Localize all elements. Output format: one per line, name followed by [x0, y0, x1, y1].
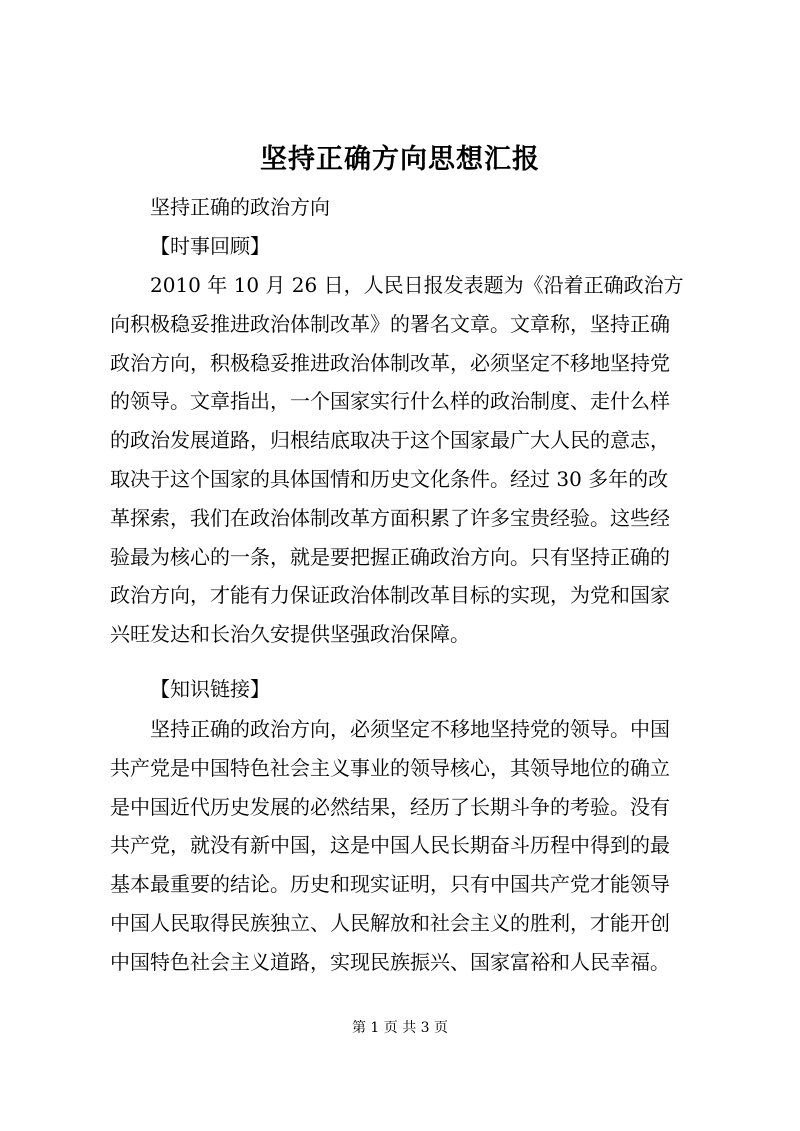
paragraph-line: 取决于这个国家的具体国情和历史文化条件。经过 30 多年的改: [110, 466, 669, 491]
section-heading-knowledge-link: 【知识链接】: [150, 677, 270, 701]
paragraph-line: 革探索，我们在政治体制改革方面积累了许多宝贵经验。这些经: [110, 505, 670, 530]
paragraph-line: 共产党是中国特色社会主义事业的领导核心，其领导地位的确立: [110, 755, 670, 780]
paragraph-line: 中国人民取得民族独立、人民解放和社会主义的胜利，才能开创: [110, 910, 670, 935]
paragraph-current-affairs: [110, 266, 710, 654]
paragraph-line: 兴旺发达和长治久安提供坚强政治保障。: [110, 622, 470, 647]
page-footer: 第 1 页 共 3 页: [351, 1020, 449, 1036]
paragraph-line: 2010 年 10 月 26 日，人民日报发表题为《沿着正确政治方: [150, 273, 684, 297]
paragraph-line: 的领导。文章指出，一个国家实行什么样的政治制度、走什么样: [110, 389, 670, 414]
paragraph-line: 的政治发展道路，归根结底取决于这个国家最广大人民的意志，: [110, 428, 670, 453]
paragraph-line: 验最为核心的一条，就是要把握正确政治方向。只有坚持正确的: [110, 544, 670, 569]
paragraph-knowledge-link: [110, 710, 710, 982]
paragraph-line: 是中国近代历史发展的必然结果，经历了长期斗争的考验。没有: [110, 794, 670, 819]
paragraph-line: 中国特色社会主义道路，实现民族振兴、国家富裕和人民幸福。: [110, 949, 670, 974]
section-heading-current-affairs: 【时事回顾】: [150, 234, 270, 258]
document-subtitle: 坚持正确的政治方向: [150, 195, 330, 219]
paragraph-line: 政治方向，积极稳妥推进政治体制改革，必须坚定不移地坚持党: [110, 350, 670, 375]
paragraph-line: 共产党，就没有新中国，这是中国人民长期奋斗历程中得到的最: [110, 833, 670, 858]
document-title: 坚持正确方向思想汇报: [260, 144, 540, 175]
paragraph-line: 坚持正确的政治方向，必须坚定不移地坚持党的领导。中国: [150, 717, 670, 741]
paragraph-line: 向积极稳妥推进政治体制改革》的署名文章。文章称，坚持正确: [110, 311, 670, 336]
paragraph-line: 政治方向，才能有力保证政治体制改革目标的实现，为党和国家: [110, 583, 670, 608]
paragraph-line: 基本最重要的结论。历史和现实证明，只有中国共产党才能领导: [110, 872, 670, 897]
